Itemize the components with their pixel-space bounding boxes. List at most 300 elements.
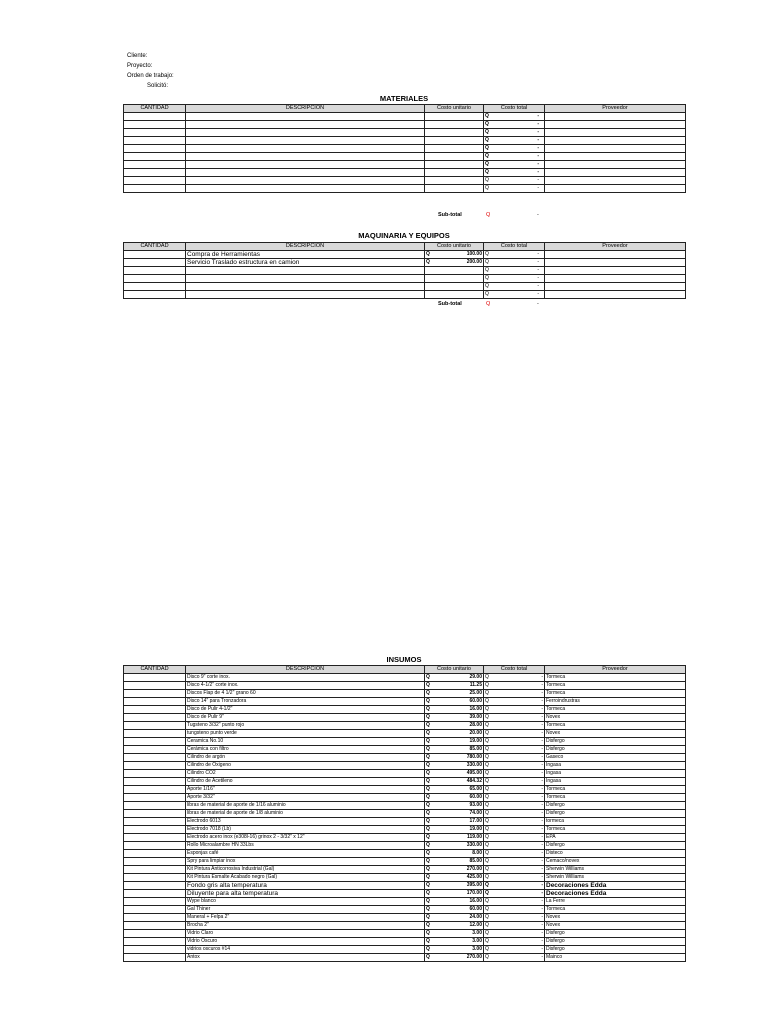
table-row bbox=[124, 930, 686, 938]
cell-costo-unitario[interactable] bbox=[425, 730, 484, 738]
cell-costo-unitario[interactable] bbox=[425, 690, 484, 698]
cell-proveedor[interactable]: Disteco bbox=[545, 850, 686, 858]
cell-descripcion[interactable]: Cilindro de argón bbox=[186, 754, 425, 762]
cell-costo-total[interactable] bbox=[484, 938, 545, 946]
unit-wrap bbox=[426, 954, 482, 961]
cell-costo-unitario[interactable] bbox=[425, 834, 484, 842]
currency-symbol: Q bbox=[485, 145, 489, 151]
cell-descripcion[interactable]: Fondo gris alta temperatura bbox=[186, 882, 425, 890]
total-value: - bbox=[537, 251, 539, 257]
cell-cantidad[interactable] bbox=[124, 754, 186, 762]
cell-descripcion[interactable] bbox=[186, 113, 425, 121]
cell-costo-unitario[interactable] bbox=[425, 121, 484, 129]
cell-costo-total[interactable] bbox=[484, 754, 545, 762]
cell-proveedor[interactable]: Disfergo bbox=[545, 938, 686, 946]
cell-cantidad[interactable] bbox=[124, 762, 186, 770]
cell-descripcion[interactable] bbox=[186, 275, 425, 283]
cell-costo-total[interactable] bbox=[484, 946, 545, 954]
cell-descripcion[interactable]: Electrodo acero inox (e308l-16) grinox 2 - 3/32" x 12" bbox=[186, 834, 425, 842]
cell-descripcion[interactable]: Disco 14" para Tronzadora bbox=[186, 698, 425, 706]
cell-cantidad[interactable] bbox=[124, 858, 186, 866]
cell-proveedor[interactable] bbox=[545, 129, 686, 137]
unit-wrap bbox=[426, 802, 482, 809]
cell-costo-unitario[interactable] bbox=[425, 882, 484, 890]
cell-costo-unitario[interactable] bbox=[425, 906, 484, 914]
cell-descripcion[interactable]: Cilindro de Acetileno bbox=[186, 778, 425, 786]
cell-descripcion[interactable] bbox=[186, 169, 425, 177]
cell-proveedor[interactable] bbox=[545, 283, 686, 291]
cell-costo-total[interactable] bbox=[484, 770, 545, 778]
cell-proveedor[interactable]: Disfergo bbox=[545, 946, 686, 954]
cell-costo-unitario[interactable] bbox=[425, 826, 484, 834]
cell-costo-unitario[interactable] bbox=[425, 251, 484, 259]
cell-costo-total[interactable] bbox=[484, 169, 545, 177]
cell-costo-unitario[interactable] bbox=[425, 794, 484, 802]
unit-value: 395.00 bbox=[466, 882, 482, 888]
cell-cantidad[interactable] bbox=[124, 954, 186, 962]
cell-costo-unitario[interactable] bbox=[425, 914, 484, 922]
currency-symbol: Q bbox=[426, 914, 430, 920]
cell-descripcion[interactable]: libras de material de aporte de 1/16 aluminio bbox=[186, 802, 425, 810]
cell-proveedor[interactable] bbox=[545, 161, 686, 169]
cell-proveedor[interactable] bbox=[545, 113, 686, 121]
materiales-subtotal-q: Q bbox=[486, 212, 491, 218]
cell-costo-unitario[interactable] bbox=[425, 738, 484, 746]
cell-costo-unitario[interactable] bbox=[425, 922, 484, 930]
cell-cantidad[interactable] bbox=[124, 818, 186, 826]
cell-descripcion[interactable] bbox=[186, 153, 425, 161]
cell-costo-total[interactable] bbox=[484, 251, 545, 259]
cell-costo-total[interactable] bbox=[484, 682, 545, 690]
cell-descripcion[interactable]: Gal Thiner bbox=[186, 906, 425, 914]
cell-costo-total[interactable] bbox=[484, 137, 545, 145]
cell-costo-unitario[interactable] bbox=[425, 842, 484, 850]
cell-descripcion[interactable]: Aporte 1/16" bbox=[186, 786, 425, 794]
cell-costo-unitario[interactable] bbox=[425, 810, 484, 818]
cell-costo-total[interactable] bbox=[484, 954, 545, 962]
table-row bbox=[124, 794, 686, 802]
cell-costo-unitario[interactable] bbox=[425, 850, 484, 858]
cell-costo-total[interactable] bbox=[484, 738, 545, 746]
cell-costo-unitario[interactable] bbox=[425, 866, 484, 874]
cell-costo-total[interactable] bbox=[484, 850, 545, 858]
cell-descripcion[interactable]: Kit Pintura Anticorrosiva Industrial (Gal) bbox=[186, 866, 425, 874]
cell-cantidad[interactable] bbox=[124, 834, 186, 842]
cell-descripcion[interactable]: Maneral + Felpa 2" bbox=[186, 914, 425, 922]
cell-descripcion[interactable]: Spry para limpiar inox bbox=[186, 858, 425, 866]
table-row bbox=[124, 946, 686, 954]
cell-descripcion[interactable] bbox=[186, 121, 425, 129]
currency-symbol: Q bbox=[485, 834, 489, 840]
cell-descripcion[interactable]: Antox bbox=[186, 954, 425, 962]
cell-costo-total[interactable] bbox=[484, 129, 545, 137]
cell-costo-unitario[interactable] bbox=[425, 898, 484, 906]
cell-cantidad[interactable] bbox=[124, 283, 186, 291]
cell-costo-unitario[interactable] bbox=[425, 145, 484, 153]
cell-costo-total[interactable] bbox=[484, 874, 545, 882]
cell-costo-total[interactable] bbox=[484, 922, 545, 930]
col-proveedor: Proveedor bbox=[545, 666, 686, 674]
cell-cantidad[interactable] bbox=[124, 275, 186, 283]
cell-proveedor[interactable] bbox=[545, 177, 686, 185]
cell-costo-unitario[interactable] bbox=[425, 682, 484, 690]
cell-proveedor[interactable]: Sherwin Williams bbox=[545, 874, 686, 882]
cell-costo-total[interactable] bbox=[484, 706, 545, 714]
cell-cantidad[interactable] bbox=[124, 129, 186, 137]
cell-descripcion[interactable] bbox=[186, 137, 425, 145]
cell-costo-total[interactable] bbox=[484, 866, 545, 874]
cell-costo-unitario[interactable] bbox=[425, 169, 484, 177]
cell-proveedor[interactable]: Tormeca bbox=[545, 706, 686, 714]
total-value: - bbox=[541, 930, 543, 936]
cell-proveedor[interactable]: Tormeca bbox=[545, 786, 686, 794]
cell-proveedor[interactable]: Ferroindrustras bbox=[545, 698, 686, 706]
cell-proveedor[interactable]: Tormeca bbox=[545, 674, 686, 682]
cell-proveedor[interactable]: tormeca bbox=[545, 818, 686, 826]
cell-proveedor[interactable]: Novex bbox=[545, 730, 686, 738]
total-wrap bbox=[485, 259, 543, 266]
cell-costo-unitario[interactable] bbox=[425, 267, 484, 275]
cell-costo-total[interactable] bbox=[484, 722, 545, 730]
cell-descripcion[interactable]: Electrodo 6013 bbox=[186, 818, 425, 826]
cell-descripcion[interactable]: Electrodo 7018 (Lb) bbox=[186, 826, 425, 834]
cell-descripcion[interactable]: Esponjas café bbox=[186, 850, 425, 858]
cell-costo-unitario[interactable] bbox=[425, 778, 484, 786]
cell-costo-unitario[interactable] bbox=[425, 770, 484, 778]
cell-descripcion[interactable]: Vidrio Claro bbox=[186, 930, 425, 938]
cell-proveedor[interactable] bbox=[545, 145, 686, 153]
cell-costo-total[interactable] bbox=[484, 818, 545, 826]
currency-symbol: Q bbox=[485, 850, 489, 856]
cell-costo-unitario[interactable] bbox=[425, 930, 484, 938]
currency-symbol: Q bbox=[485, 842, 489, 848]
cell-proveedor[interactable]: Ingasa bbox=[545, 778, 686, 786]
cell-proveedor[interactable] bbox=[545, 259, 686, 267]
cell-descripcion[interactable]: libras de material de aporte de 1/8 aluminio bbox=[186, 810, 425, 818]
cell-proveedor[interactable]: Novex bbox=[545, 714, 686, 722]
table-row bbox=[124, 866, 686, 874]
currency-symbol: Q bbox=[485, 185, 489, 191]
cell-descripcion[interactable]: vidrios oscuros #14 bbox=[186, 946, 425, 954]
cell-proveedor[interactable]: La Ferre bbox=[545, 898, 686, 906]
cell-costo-total[interactable] bbox=[484, 834, 545, 842]
cell-cantidad[interactable] bbox=[124, 810, 186, 818]
cell-costo-unitario[interactable] bbox=[425, 185, 484, 193]
cell-descripcion[interactable]: Cilindro CO2 bbox=[186, 770, 425, 778]
cell-proveedor[interactable] bbox=[545, 137, 686, 145]
cell-cantidad[interactable] bbox=[124, 874, 186, 882]
cell-cantidad[interactable] bbox=[124, 153, 186, 161]
cell-costo-unitario[interactable] bbox=[425, 890, 484, 898]
cell-proveedor[interactable]: Tormeca bbox=[545, 826, 686, 834]
cell-costo-unitario[interactable] bbox=[425, 706, 484, 714]
cell-costo-unitario[interactable] bbox=[425, 177, 484, 185]
cell-descripcion[interactable] bbox=[186, 267, 425, 275]
cell-cantidad[interactable] bbox=[124, 826, 186, 834]
cell-costo-unitario[interactable] bbox=[425, 129, 484, 137]
table-row bbox=[124, 113, 686, 121]
cell-cantidad[interactable] bbox=[124, 842, 186, 850]
cell-descripcion[interactable]: Cerámica con filtro bbox=[186, 746, 425, 754]
cell-costo-total[interactable] bbox=[484, 275, 545, 283]
cell-costo-total[interactable] bbox=[484, 291, 545, 299]
cell-costo-total[interactable] bbox=[484, 714, 545, 722]
cell-descripcion[interactable]: Diluyente para alta temperatura bbox=[186, 890, 425, 898]
cell-costo-total[interactable] bbox=[484, 762, 545, 770]
cell-cantidad[interactable] bbox=[124, 145, 186, 153]
currency-symbol: Q bbox=[485, 283, 489, 289]
cell-cantidad[interactable] bbox=[124, 786, 186, 794]
cell-costo-total[interactable] bbox=[484, 826, 545, 834]
cell-descripcion[interactable]: Servicio Traslado estructura en camion bbox=[186, 259, 425, 267]
col-costo-unitario: Costo unitario bbox=[425, 666, 484, 674]
cell-descripcion[interactable]: Brocha 2" bbox=[186, 922, 425, 930]
cell-costo-total[interactable] bbox=[484, 267, 545, 275]
cell-cantidad[interactable] bbox=[124, 251, 186, 259]
cell-costo-unitario[interactable] bbox=[425, 674, 484, 682]
cell-descripcion[interactable]: Cilindro de Oxigeno bbox=[186, 762, 425, 770]
cell-cantidad[interactable] bbox=[124, 866, 186, 874]
cell-proveedor[interactable]: Disfergo bbox=[545, 746, 686, 754]
cell-descripcion[interactable]: Compra de Herramientas bbox=[186, 251, 425, 259]
cell-cantidad[interactable] bbox=[124, 698, 186, 706]
cell-costo-unitario[interactable] bbox=[425, 754, 484, 762]
unit-wrap bbox=[426, 738, 482, 745]
cell-proveedor[interactable]: Novex bbox=[545, 922, 686, 930]
cell-costo-unitario[interactable] bbox=[425, 954, 484, 962]
cell-costo-total[interactable] bbox=[484, 690, 545, 698]
cell-costo-total[interactable] bbox=[484, 121, 545, 129]
cell-proveedor[interactable] bbox=[545, 121, 686, 129]
cell-costo-total[interactable] bbox=[484, 914, 545, 922]
cell-descripcion[interactable] bbox=[186, 185, 425, 193]
cell-costo-unitario[interactable] bbox=[425, 762, 484, 770]
cell-costo-total[interactable] bbox=[484, 161, 545, 169]
cell-descripcion[interactable]: Rollo Microalambre HN 33Lbs bbox=[186, 842, 425, 850]
cell-proveedor[interactable]: Cemaco/novex bbox=[545, 858, 686, 866]
cell-cantidad[interactable] bbox=[124, 722, 186, 730]
cell-cantidad[interactable] bbox=[124, 898, 186, 906]
cell-proveedor[interactable] bbox=[545, 153, 686, 161]
cell-costo-unitario[interactable] bbox=[425, 714, 484, 722]
currency-symbol: Q bbox=[485, 770, 489, 776]
cell-costo-total[interactable] bbox=[484, 674, 545, 682]
cell-descripcion[interactable] bbox=[186, 129, 425, 137]
cell-proveedor[interactable] bbox=[545, 185, 686, 193]
cell-costo-total[interactable] bbox=[484, 778, 545, 786]
cell-costo-unitario[interactable] bbox=[425, 137, 484, 145]
cell-costo-unitario[interactable] bbox=[425, 746, 484, 754]
cell-descripcion[interactable]: Aporte 3/32" bbox=[186, 794, 425, 802]
cell-proveedor[interactable]: Gaseco bbox=[545, 754, 686, 762]
cell-costo-total[interactable] bbox=[484, 698, 545, 706]
cell-costo-unitario[interactable] bbox=[425, 161, 484, 169]
cell-descripcion[interactable] bbox=[186, 283, 425, 291]
cell-descripcion[interactable] bbox=[186, 161, 425, 169]
cell-cantidad[interactable] bbox=[124, 914, 186, 922]
cell-descripcion[interactable]: Tugsteno 3/32" punto rojo bbox=[186, 722, 425, 730]
table-row bbox=[124, 259, 686, 267]
cell-proveedor[interactable]: EPA bbox=[545, 834, 686, 842]
cell-cantidad[interactable] bbox=[124, 930, 186, 938]
cell-cantidad[interactable] bbox=[124, 938, 186, 946]
cell-descripcion[interactable]: Ceramica No.10 bbox=[186, 738, 425, 746]
cell-costo-unitario[interactable] bbox=[425, 722, 484, 730]
cell-descripcion[interactable]: Vidrio Oscuro bbox=[186, 938, 425, 946]
cell-costo-total[interactable] bbox=[484, 746, 545, 754]
cell-cantidad[interactable] bbox=[124, 682, 186, 690]
cell-costo-total[interactable] bbox=[484, 802, 545, 810]
cell-cantidad[interactable] bbox=[124, 714, 186, 722]
cell-costo-unitario[interactable] bbox=[425, 946, 484, 954]
cell-cantidad[interactable] bbox=[124, 113, 186, 121]
cell-proveedor[interactable]: Tormeca bbox=[545, 906, 686, 914]
cell-costo-unitario[interactable] bbox=[425, 259, 484, 267]
cell-cantidad[interactable] bbox=[124, 794, 186, 802]
cell-cantidad[interactable] bbox=[124, 850, 186, 858]
cell-proveedor[interactable]: Disfergo bbox=[545, 738, 686, 746]
cell-descripcion[interactable]: Discos Flap de 4 1/2'' grano 60 bbox=[186, 690, 425, 698]
cell-cantidad[interactable] bbox=[124, 778, 186, 786]
cell-cantidad[interactable] bbox=[124, 259, 186, 267]
cell-proveedor[interactable]: Tormeca bbox=[545, 682, 686, 690]
cell-cantidad[interactable] bbox=[124, 802, 186, 810]
cell-cantidad[interactable] bbox=[124, 137, 186, 145]
unit-value: 16.00 bbox=[469, 706, 482, 712]
cell-proveedor[interactable] bbox=[545, 275, 686, 283]
cell-cantidad[interactable] bbox=[124, 267, 186, 275]
cell-proveedor[interactable] bbox=[545, 291, 686, 299]
cell-proveedor[interactable]: Ingasa bbox=[545, 762, 686, 770]
cell-costo-total[interactable] bbox=[484, 898, 545, 906]
cell-cantidad[interactable] bbox=[124, 906, 186, 914]
cell-costo-total[interactable] bbox=[484, 906, 545, 914]
cell-cantidad[interactable] bbox=[124, 161, 186, 169]
cell-proveedor[interactable]: Disfergo bbox=[545, 930, 686, 938]
cell-cantidad[interactable] bbox=[124, 291, 186, 299]
cell-cantidad[interactable] bbox=[124, 706, 186, 714]
cell-descripcion[interactable]: Wype blanco bbox=[186, 898, 425, 906]
total-value: - bbox=[537, 153, 539, 159]
cell-proveedor[interactable]: Disfergo bbox=[545, 810, 686, 818]
cell-cantidad[interactable] bbox=[124, 946, 186, 954]
cell-proveedor[interactable]: Tormeca bbox=[545, 722, 686, 730]
unit-value: 495.00 bbox=[466, 770, 482, 776]
cell-cantidad[interactable] bbox=[124, 890, 186, 898]
cell-costo-total[interactable] bbox=[484, 858, 545, 866]
table-row bbox=[124, 954, 686, 962]
cell-costo-total[interactable] bbox=[484, 730, 545, 738]
cell-costo-total[interactable] bbox=[484, 153, 545, 161]
cell-costo-total[interactable] bbox=[484, 145, 545, 153]
cell-proveedor[interactable]: Sherwin Williams bbox=[545, 866, 686, 874]
cell-costo-total[interactable] bbox=[484, 810, 545, 818]
cell-costo-total[interactable] bbox=[484, 185, 545, 193]
total-wrap bbox=[485, 754, 543, 761]
cell-costo-unitario[interactable] bbox=[425, 786, 484, 794]
cell-proveedor[interactable]: Ingasa bbox=[545, 770, 686, 778]
cell-proveedor[interactable]: Disfergo bbox=[545, 842, 686, 850]
cell-cantidad[interactable] bbox=[124, 770, 186, 778]
cell-costo-total[interactable] bbox=[484, 259, 545, 267]
cell-descripcion[interactable] bbox=[186, 291, 425, 299]
cell-proveedor[interactable] bbox=[545, 169, 686, 177]
cell-costo-unitario[interactable] bbox=[425, 291, 484, 299]
cell-proveedor[interactable]: Disfergo bbox=[545, 802, 686, 810]
cell-cantidad[interactable] bbox=[124, 738, 186, 746]
cell-costo-total[interactable] bbox=[484, 283, 545, 291]
table-row bbox=[124, 786, 686, 794]
cell-proveedor[interactable] bbox=[545, 267, 686, 275]
cell-descripcion[interactable]: Disco de Pulir 9" bbox=[186, 714, 425, 722]
cell-proveedor[interactable]: Decoraciones Edda bbox=[545, 882, 686, 890]
unit-wrap bbox=[426, 251, 482, 258]
currency-symbol: Q bbox=[485, 810, 489, 816]
cell-cantidad[interactable] bbox=[124, 674, 186, 682]
cell-costo-unitario[interactable] bbox=[425, 283, 484, 291]
currency-symbol: Q bbox=[485, 690, 489, 696]
insumos-title: INSUMOS bbox=[386, 655, 422, 664]
cell-proveedor[interactable]: Novex bbox=[545, 914, 686, 922]
cell-cantidad[interactable] bbox=[124, 922, 186, 930]
cell-proveedor[interactable]: Tormeca bbox=[545, 690, 686, 698]
cell-cantidad[interactable] bbox=[124, 690, 186, 698]
cell-costo-total[interactable] bbox=[484, 786, 545, 794]
cell-cantidad[interactable] bbox=[124, 121, 186, 129]
total-wrap bbox=[485, 690, 543, 697]
cell-costo-total[interactable] bbox=[484, 930, 545, 938]
cell-costo-unitario[interactable] bbox=[425, 874, 484, 882]
cell-descripcion[interactable]: Disco 4-1/2" corte inox. bbox=[186, 682, 425, 690]
cell-costo-unitario[interactable] bbox=[425, 275, 484, 283]
cell-costo-unitario[interactable] bbox=[425, 698, 484, 706]
cell-proveedor[interactable]: Mainco bbox=[545, 954, 686, 962]
cell-descripcion[interactable]: Disco de Pulir 4-1/2" bbox=[186, 706, 425, 714]
cell-costo-unitario[interactable] bbox=[425, 938, 484, 946]
cell-costo-unitario[interactable] bbox=[425, 818, 484, 826]
cell-proveedor[interactable]: Tormeca bbox=[545, 794, 686, 802]
cell-costo-unitario[interactable] bbox=[425, 153, 484, 161]
cell-costo-unitario[interactable] bbox=[425, 113, 484, 121]
cell-proveedor[interactable]: Decoraciones Edda bbox=[545, 890, 686, 898]
cell-costo-total[interactable] bbox=[484, 794, 545, 802]
cell-descripcion[interactable] bbox=[186, 145, 425, 153]
cell-costo-total[interactable] bbox=[484, 842, 545, 850]
cell-descripcion[interactable]: Kit Pintura Esmalte Acabado negro (Gal) bbox=[186, 874, 425, 882]
table-row bbox=[124, 283, 686, 291]
cell-costo-total[interactable] bbox=[484, 177, 545, 185]
cell-cantidad[interactable] bbox=[124, 730, 186, 738]
cell-descripcion[interactable]: tungsteno punto verde bbox=[186, 730, 425, 738]
cell-cantidad[interactable] bbox=[124, 185, 186, 193]
unit-wrap bbox=[426, 938, 482, 945]
total-wrap bbox=[485, 914, 543, 921]
cell-costo-unitario[interactable] bbox=[425, 858, 484, 866]
cell-costo-total[interactable] bbox=[484, 890, 545, 898]
cell-costo-unitario[interactable] bbox=[425, 802, 484, 810]
cell-descripcion[interactable] bbox=[186, 177, 425, 185]
cell-cantidad[interactable] bbox=[124, 746, 186, 754]
cell-costo-total[interactable] bbox=[484, 113, 545, 121]
cell-cantidad[interactable] bbox=[124, 882, 186, 890]
cell-cantidad[interactable] bbox=[124, 169, 186, 177]
cell-proveedor[interactable] bbox=[545, 251, 686, 259]
table-row bbox=[124, 169, 686, 177]
cell-costo-total[interactable] bbox=[484, 882, 545, 890]
cell-cantidad[interactable] bbox=[124, 177, 186, 185]
currency-symbol: Q bbox=[485, 954, 489, 960]
cell-descripcion[interactable]: Disco 9" corte inox. bbox=[186, 674, 425, 682]
